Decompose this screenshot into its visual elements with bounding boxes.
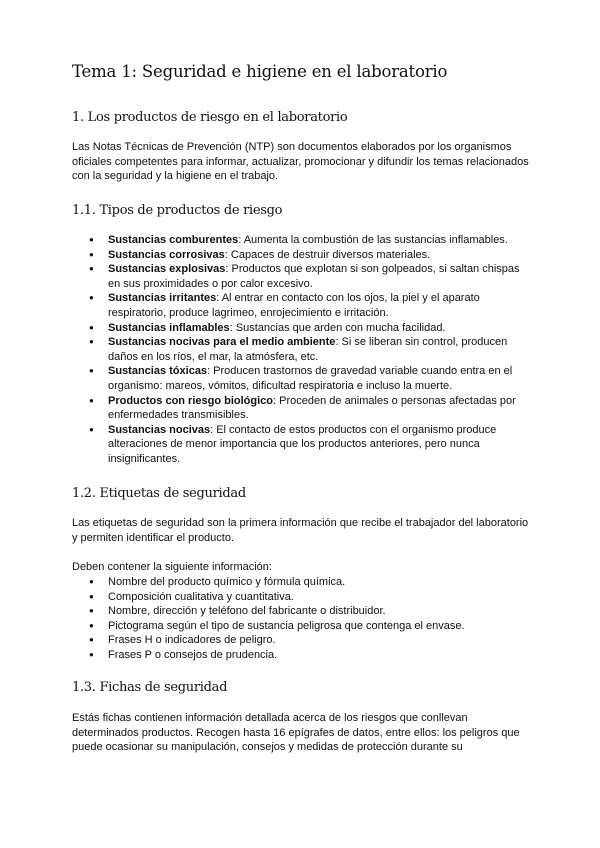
list-item: ● Composición cualitativa y cuantitativa. [72,590,530,605]
section-1-3-heading: 1.3. Fichas de seguridad [72,680,228,695]
list-item-text: : Productos que explotan si son golpeados, si saltan chispas en sus proximidades o por calor excesivo. [108,263,520,290]
list-item: ● Nombre del producto químico y fórmula química. [72,575,530,590]
list-item: ● Frases P o consejos de prudencia. [72,648,530,663]
list-item-term: Sustancias irritantes [108,292,217,305]
list-item-term: Sustancias corrosivas [108,248,225,261]
list-item-text: : Proceden de animales o personas afectadas por enfermedades transmisibles. [108,394,516,422]
section-1-heading: 1. Los productos de riesgo en el laboratorio [72,110,348,125]
list-item: ● Nombre, dirección y teléfono del fabricante o distribuidor. [72,604,530,619]
section-1-2-intro: Deben contener la siguiente información: [72,561,272,573]
list-item-term: Sustancias tóxicas [108,365,208,378]
list-item: ● Frases H o indicadores de peligro. [72,633,530,648]
section-1-3-paragraph: Estás fichas contienen información detallada acerca de los riesgos que conllevan determinados productos. Recogen hasta 16 epígrafes de datos, entre ellos: los peligros que puede ocasionar su manipulación, consejos y medidas de protección durante su [72,712,520,754]
document-title: Tema 1: Seguridad e higiene en el laboratorio [72,62,448,81]
list-item [72,262,530,291]
list-item-term: Productos con riesgo biológico [108,394,274,407]
list-item [72,291,530,320]
list-item-text: : Al entrar en contacto con los ojos, la piel y el aparato respiratorio, produce lagrimeo, enrojecimiento e irritación. [108,292,480,319]
list-item-text: : Sustancias que arden con mucha facilidad. [229,321,446,334]
list-item [72,364,530,393]
section-1-paragraph: Las Notas Técnicas de Prevención (NTP) son documentos elaborados por los organismos oficiales competentes para informar, actualizar, promocionar y difundir los temas relacionados con la seguridad y la higiene en el trabajo. [72,141,529,183]
list-item-text: : Producen trastornos de gravedad variable cuando entra en el organismo: mareos, vómitos, dificultad respiratoria e incluso la muerte. [108,365,513,392]
section-1-1-heading: 1.1. Tipos de productos de riesgo [72,203,283,218]
section-1-2-paragraph: Las etiquetas de seguridad son la primera información que recibe el trabajador del laboratorio y permiten identificar el producto. [72,517,529,544]
list-item [72,335,530,364]
list-item-text: : Si se liberan sin control, producen daños en los ríos, el mar, la atmósfera, etc. [108,336,508,363]
section-1-2-heading: 1.2. Etiquetas de seguridad [72,486,246,501]
list-item-term: Sustancias comburentes [108,234,239,246]
list-item: ● Pictograma según el tipo de sustancia peligrosa que contenga el envase. [72,619,530,634]
risk-product-list [72,233,530,467]
list-item [72,423,530,467]
list-item-term: Sustancias inflamables [108,321,230,334]
list-item [72,394,530,423]
list-item-term: Sustancias nocivas [108,423,211,436]
list-item [72,248,530,263]
list-item [72,233,530,248]
list-item-text: : El contacto de estos productos con el organismo produce alteraciones de menor importancia que los productos anteriores, pero nunca insignificantes. [108,423,497,465]
label-info-list [72,575,530,663]
list-item-term: Sustancias nocivas para el medio ambiente [108,336,336,349]
list-item [72,321,530,336]
list-item-text: : Aumenta la combustión de las sustancias inflamables. [238,234,508,246]
list-item-text: : Capaces de destruir diversos materiales. [224,248,431,261]
list-item-term: Sustancias explosivas [108,263,226,276]
